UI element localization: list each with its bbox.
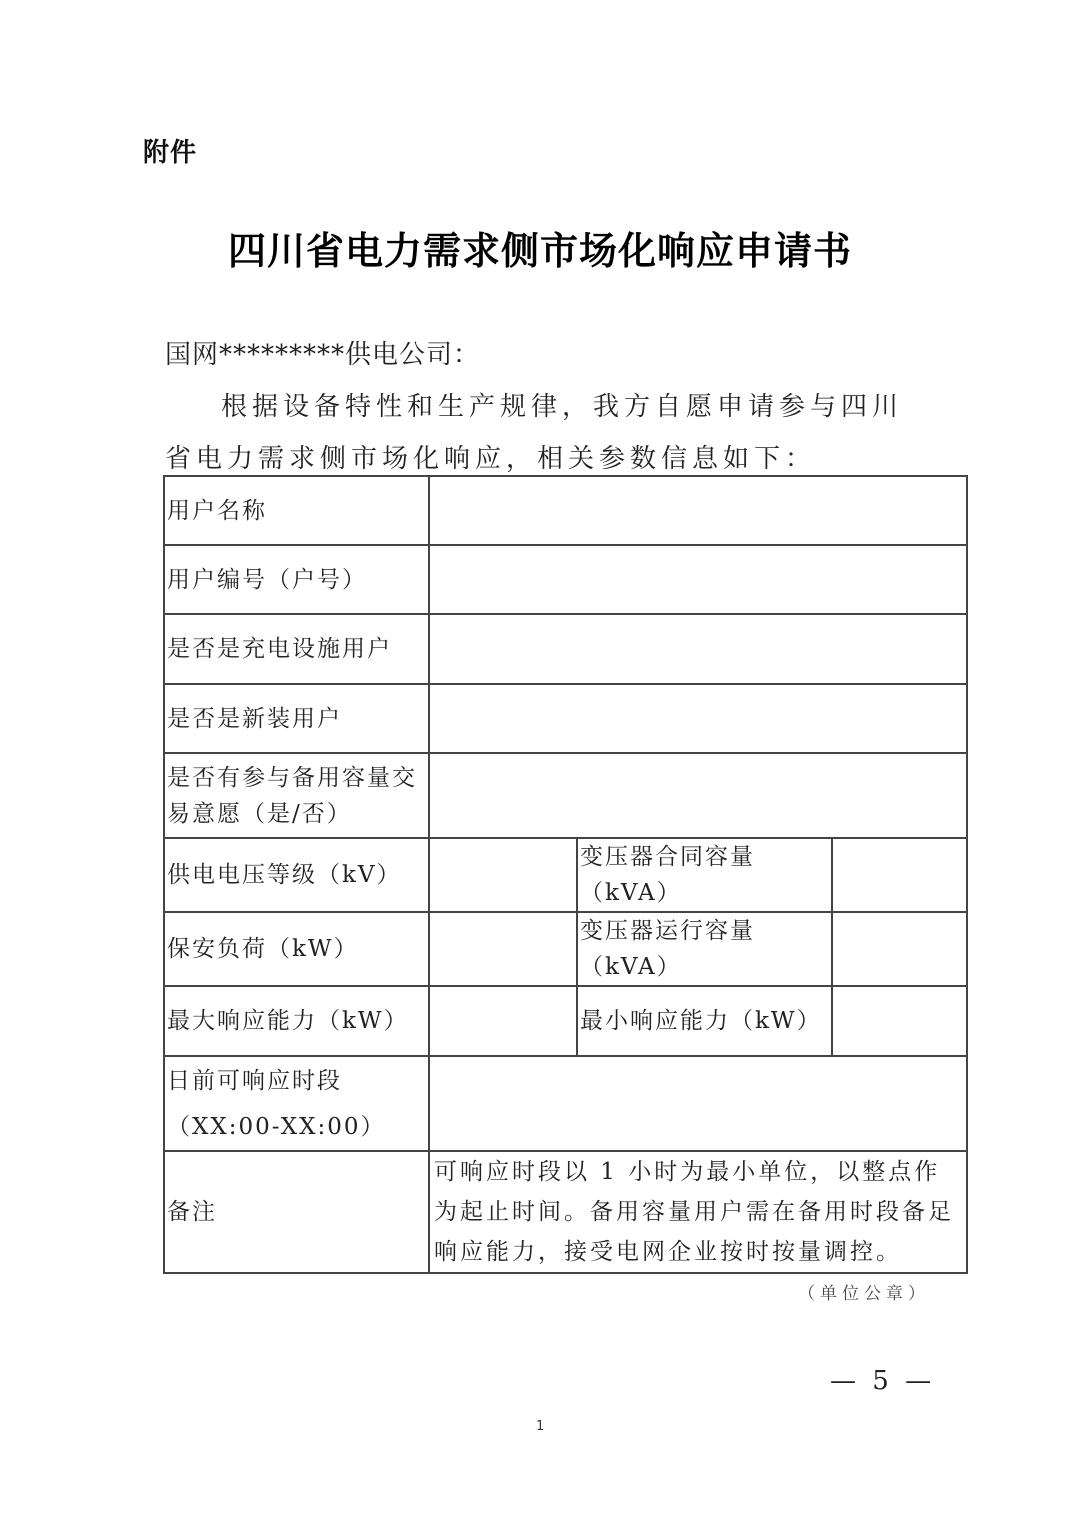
page-number: — 5 —: [830, 1366, 936, 1396]
input-security-load[interactable]: [429, 912, 577, 986]
label-time-period-line2: （XX:00-XX:00）: [167, 1113, 386, 1140]
form-row-remarks: [164, 1151, 967, 1273]
label-min-response: 最小响应能力（kW）: [577, 986, 832, 1056]
remarks-text: [429, 1151, 967, 1273]
label-transformer-operating-capacity: 变压器运行容量（kVA）: [577, 912, 832, 986]
form-row-charging-facility: [164, 614, 967, 684]
form-row-new-user: [164, 684, 967, 753]
label-user-name: 用户名称: [164, 476, 429, 545]
input-supply-voltage[interactable]: [429, 838, 577, 912]
label-user-number: 用户编号（户号）: [164, 545, 429, 614]
form-row-response-capacity: [164, 986, 967, 1056]
label-security-load: 保安负荷（kW）: [164, 912, 429, 986]
form-row-user-number: [164, 545, 967, 614]
input-user-name[interactable]: [429, 476, 967, 545]
form-row-security-operating: [164, 912, 967, 986]
label-transformer-contract-capacity: 变压器合同容量（kVA）: [577, 838, 832, 912]
form-row-time-period: [164, 1056, 967, 1151]
seal-label: （单位公章）: [798, 1284, 930, 1304]
form-row-voltage-contract: [164, 838, 967, 912]
label-reserve-capacity: 是否有参与备用容量交易意愿（是/否）: [164, 753, 429, 838]
input-user-number[interactable]: [429, 545, 967, 614]
label-max-response: 最大响应能力（kW）: [164, 986, 429, 1056]
attachment-label: 附件: [143, 138, 198, 168]
input-new-user[interactable]: [429, 684, 967, 753]
label-new-user: 是否是新装用户: [164, 684, 429, 753]
input-transformer-contract-capacity[interactable]: [832, 838, 967, 912]
label-supply-voltage: 供电电压等级（kV）: [164, 838, 429, 912]
label-time-period-line1: 日前可响应时段: [167, 1067, 342, 1094]
label-charging-facility: 是否是充电设施用户: [164, 614, 429, 684]
application-form-table: [163, 475, 968, 1274]
form-row-reserve-capacity: [164, 753, 967, 838]
input-max-response[interactable]: [429, 986, 577, 1056]
label-time-period: [164, 1056, 429, 1151]
intro-paragraph: 根据设备特性和生产规律，我方自愿申请参与四川省电力需求侧市场化响应，相关参数信息如下：: [165, 392, 904, 474]
sheet-number: 1: [536, 1419, 545, 1434]
input-reserve-capacity[interactable]: [429, 753, 967, 838]
input-transformer-operating-capacity[interactable]: [832, 912, 967, 986]
input-charging-facility[interactable]: [429, 614, 967, 684]
input-min-response[interactable]: [832, 986, 967, 1056]
salutation: 国网*********供电公司：: [165, 340, 481, 370]
input-time-period[interactable]: [429, 1056, 967, 1151]
document-title: 四川省电力需求侧市场化响应申请书: [227, 228, 852, 273]
label-remarks: 备注: [164, 1151, 429, 1273]
remarks-note: 可响应时段以 1 小时为最小单位，以整点作为起止时间。备用容量用户需在备用时段备足响应能力，接受电网企业按时按量调控。: [434, 1159, 954, 1265]
form-row-user-name: [164, 476, 967, 545]
